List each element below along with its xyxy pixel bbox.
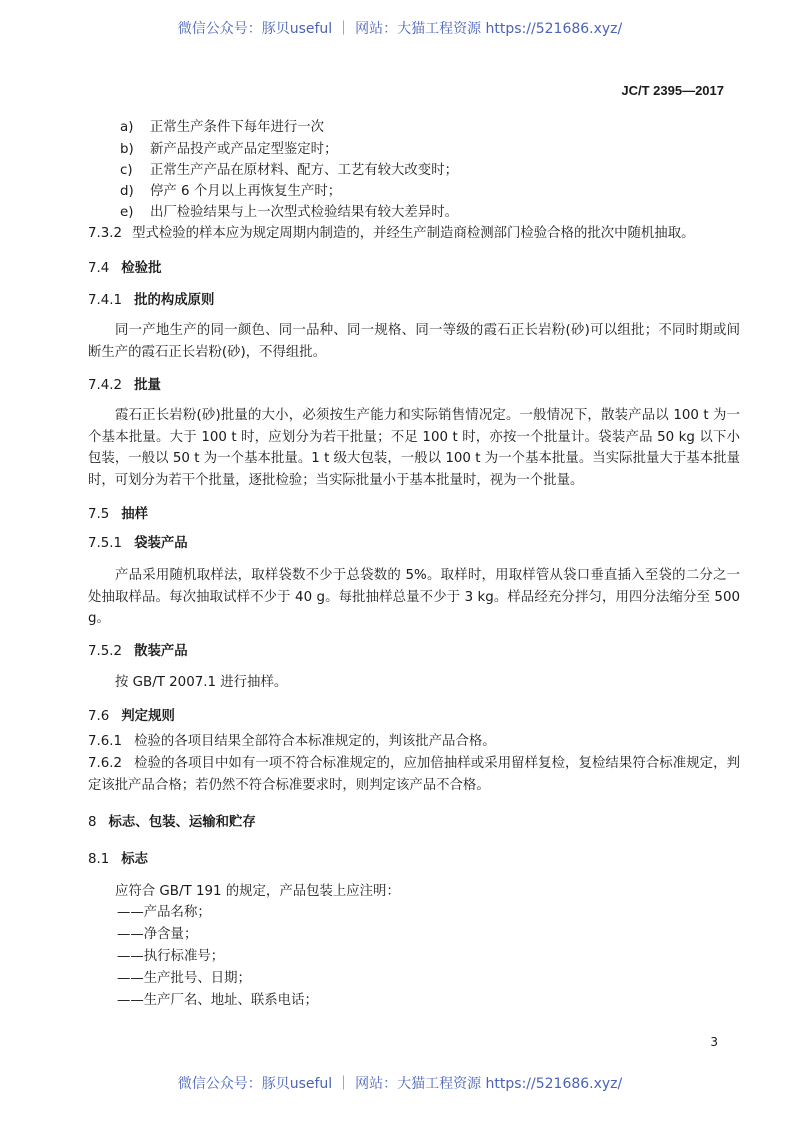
heading-7-6: 7.6 判定规则	[88, 709, 175, 724]
clause-7-6-2: 7.6.2 检验的各项目中如有一项不符合标准规定的，应加倍抽样或采用留样复检，复检结果符合标准规定，判定该批产品合格；若仍然不符合标准要求时，则判定该产品不合格。	[88, 756, 740, 793]
paragraph-7-4-2: 霞石正长岩粉(砂)批量的大小，必须按生产能力和实际销售情况定。一般情况下，散装产品以 100 t 为一个基本批量。大于 100 t 时，应划分为若干批量；不足 100 t 时，亦按一个批量计。袋装产品 50 kg 以下小包装，一般以 50 t 为一个基本批量。1 t 级大包装，一般以 100 t 为一个基本批量。当实际批量大于基本批量时，可划分为若干个批量，逐批检验；当实际批量小于基本批量时，视为一个批量。	[88, 408, 740, 489]
marking-item: ——产品名称；	[117, 905, 211, 920]
page-number: 3	[710, 1035, 718, 1049]
marking-item: ——执行标准号；	[117, 949, 225, 964]
paragraph-7-5-2: 按 GB/T 2007.1 进行抽样。	[115, 675, 288, 690]
watermark-bottom: 微信公众号：豚贝useful ｜ 网站：大猫工程资源 https://521686.xyz/	[177, 1076, 623, 1092]
list-item: e) 出厂检验结果与上一次型式检验结果有较大差异时。	[120, 205, 458, 220]
clause-7-3-2: 7.3.2 型式检验的样本应为规定周期内制造的，并经生产制造商检测部门检验合格的批次中随机抽取。	[88, 226, 695, 241]
heading-7-5: 7.5 抽样	[88, 507, 149, 522]
heading-8: 8 标志、包装、运输和贮存	[88, 815, 256, 830]
marking-item: ——净含量；	[117, 927, 198, 942]
heading-7-5-1: 7.5.1 袋装产品	[88, 536, 188, 551]
list-item: b) 新产品投产或产品定型鉴定时；	[120, 142, 338, 157]
clause-7-6-1: 7.6.1 检验的各项目结果全部符合本标准规定的，判该批产品合格。	[88, 734, 496, 749]
watermark-top: 微信公众号：豚贝useful ｜ 网站：大猫工程资源 https://521686.xyz/	[177, 21, 623, 37]
heading-7-4: 7.4 检验批	[88, 261, 162, 276]
paragraph-8-1: 应符合 GB/T 191 的规定，产品包装上应注明：	[115, 884, 400, 899]
paragraph-7-4-1: 同一产地生产的同一颜色、同一品种、同一规格、同一等级的霞石正长岩粉(砂)可以组批；不同时期或间断生产的霞石正长岩粉(砂)，不得组批。	[88, 323, 740, 360]
paragraph-7-5-1: 产品采用随机取样法，取样袋数不少于总袋数的 5%。取样时，用取样管从袋口垂直插入至袋的二分之一处抽取样品。每次抽取试样不少于 40 g。每批抽样总量不少于 3 kg。样品经充分拌匀，用四分法缩分至 500 g。	[88, 568, 740, 627]
standard-number-header: JC/T 2395—2017	[621, 83, 724, 98]
heading-7-4-1: 7.4.1 批的构成原则	[88, 293, 215, 308]
marking-item: ——生产厂名、地址、联系电话；	[117, 993, 318, 1008]
list-item: a) 正常生产条件下每年进行一次	[120, 120, 325, 135]
heading-8-1: 8.1 标志	[88, 852, 149, 867]
heading-7-4-2: 7.4.2 批量	[88, 378, 161, 393]
list-item: c) 正常生产产品在原材料、配方、工艺有较大改变时；	[120, 163, 458, 178]
heading-7-5-2: 7.5.2 散装产品	[88, 644, 188, 659]
marking-item: ——生产批号、日期；	[117, 971, 251, 986]
list-item: d) 停产 6 个月以上再恢复生产时；	[120, 184, 342, 199]
